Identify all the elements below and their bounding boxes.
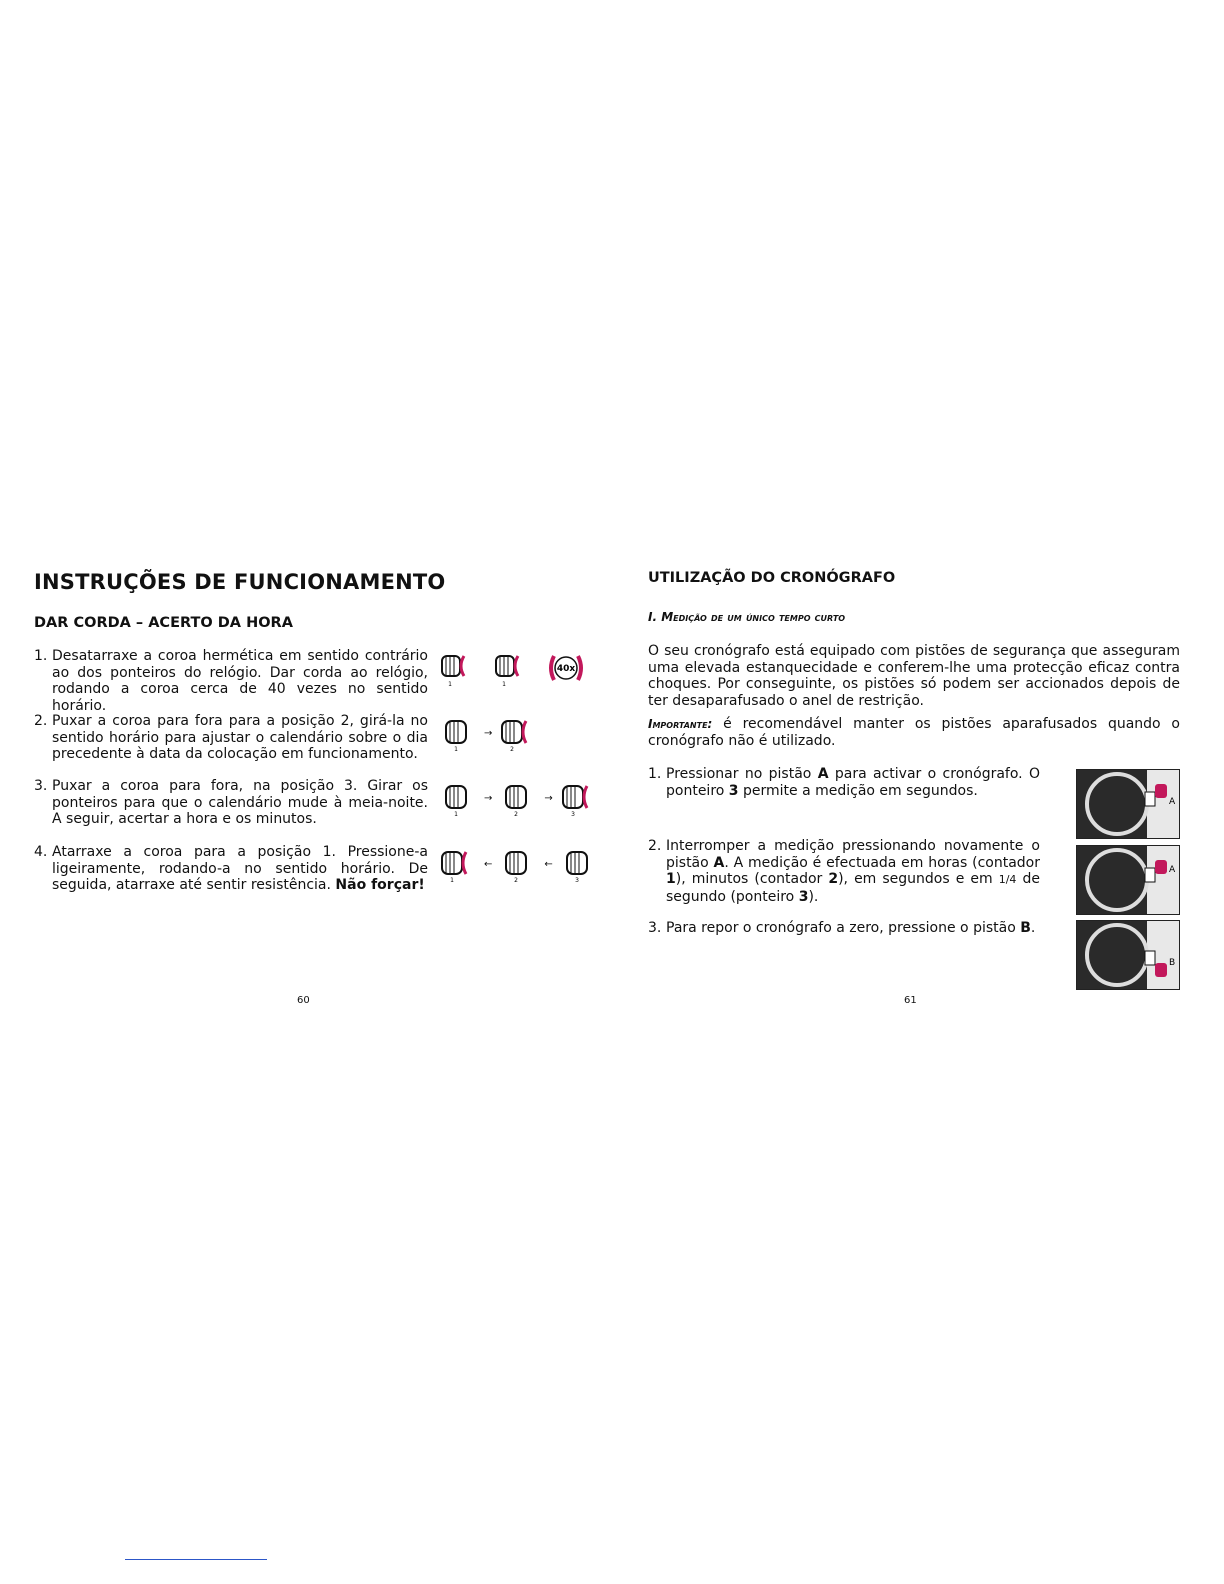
chronograph-figure-start <box>1076 769 1180 839</box>
crown-position-1-icon <box>438 713 478 753</box>
page-title: INSTRUÇÕES DE FUNCIONAMENTO <box>34 570 446 594</box>
chronograph-figure-reset <box>1076 920 1180 990</box>
arrow-icon: ← <box>544 858 553 870</box>
footnote-rule <box>125 1559 267 1560</box>
instruction-item-3: 3. Puxar a coroa para fora, na posição 3. Girar os ponteiros para que o calendário mude à meia-noite. A seguir, acertar a hora e os minutos. <box>34 778 428 827</box>
svg-text:1: 1 <box>502 681 506 688</box>
section-title: DAR CORDA – ACERTO DA HORA <box>34 615 293 631</box>
arrow-icon: ← <box>484 858 493 870</box>
crown-position-2-icon <box>498 713 538 753</box>
crown-position-2-icon <box>498 778 538 818</box>
svg-text:3: 3 <box>574 877 579 884</box>
intro-paragraph: O seu cronógrafo está equipado com pistões de segurança que asseguram uma elevada estanquecidade e conferem-lhe uma protecção eficaz contra choques. Por conseguinte, os pistões só podem ser accionados depois de ter desaparafusado o anel de restrição. <box>648 643 1180 709</box>
crown-position-3-icon <box>559 844 599 884</box>
svg-text:2: 2 <box>510 746 515 753</box>
instruction-item-1: 1. Desatarraxe a coroa hermética em sentido contrário ao dos ponteiros do relógio. Dar corda ao relógio, rodando a coroa cerca de 40 vezes no sentido horário. <box>34 648 428 714</box>
svg-text:1: 1 <box>448 681 452 688</box>
crown-position-1-icon <box>438 844 478 884</box>
arrow-icon: → <box>484 792 493 804</box>
svg-text:40x: 40x <box>556 664 576 674</box>
crown-diagram-row-3 <box>438 778 599 818</box>
svg-text:2: 2 <box>514 811 519 818</box>
page-number-right: 61 <box>904 995 917 1006</box>
chrono-step-1: 1. Pressionar no pistão A para activar o cronógrafo. O ponteiro 3 permite a medição em segundos. <box>648 766 1040 799</box>
crown-position-2-icon <box>498 844 538 884</box>
crown-position-3-icon <box>559 778 599 818</box>
arrow-icon: → <box>484 727 493 739</box>
crown-position-1-icon <box>438 778 478 818</box>
chrono-step-3: 3. Para repor o cronógrafo a zero, pressione o pistão B. <box>648 920 1036 936</box>
svg-text:1: 1 <box>454 746 458 753</box>
important-note: Importante: é recomendável manter os pistões aparafusados quando o cronógrafo não é utilizado. <box>648 716 1180 749</box>
crown-diagram-row-4 <box>438 844 599 884</box>
crown-diagram-row-2 <box>438 713 538 753</box>
svg-text:1: 1 <box>454 811 458 818</box>
page-number-left: 60 <box>297 995 310 1006</box>
crown-wind-icon <box>492 648 532 688</box>
svg-text:A: A <box>1169 865 1176 875</box>
instruction-item-2: 2. Puxar a coroa para fora para a posição 2, girá-la no sentido horário para ajustar o calendário sobre o dia precedente à data da colocação em funcionamento. <box>34 713 428 762</box>
instruction-item-4: 4. Atarraxe a coroa para a posição 1. Pressione-a ligeiramente, rodando-a no sentido horário. De seguida, atarraxe até sentir resistência. Não forçar! <box>34 844 428 893</box>
svg-text:2: 2 <box>514 877 519 884</box>
chronograph-figure-stop <box>1076 845 1180 915</box>
page-title: UTILIZAÇÃO DO CRONÓGRAFO <box>648 570 896 586</box>
arrow-icon: → <box>544 792 553 804</box>
svg-text:A: A <box>1169 797 1176 807</box>
svg-text:3: 3 <box>570 811 575 818</box>
crown-unscrew-icon <box>438 648 478 688</box>
svg-text:B: B <box>1169 958 1176 968</box>
svg-text:1: 1 <box>450 877 454 884</box>
subsection-title: I. Medição de um único tempo curto <box>648 610 846 624</box>
chrono-step-2: 2. Interromper a medição pressionando novamente o pistão A. A medição é efectuada em horas (contador 1), minutos (contador 2), em segundos e em 1/4 de segundo (ponteiro 3). <box>648 838 1040 905</box>
crown-diagram-row-1 <box>438 648 586 688</box>
rotate-40x-icon <box>546 648 586 688</box>
